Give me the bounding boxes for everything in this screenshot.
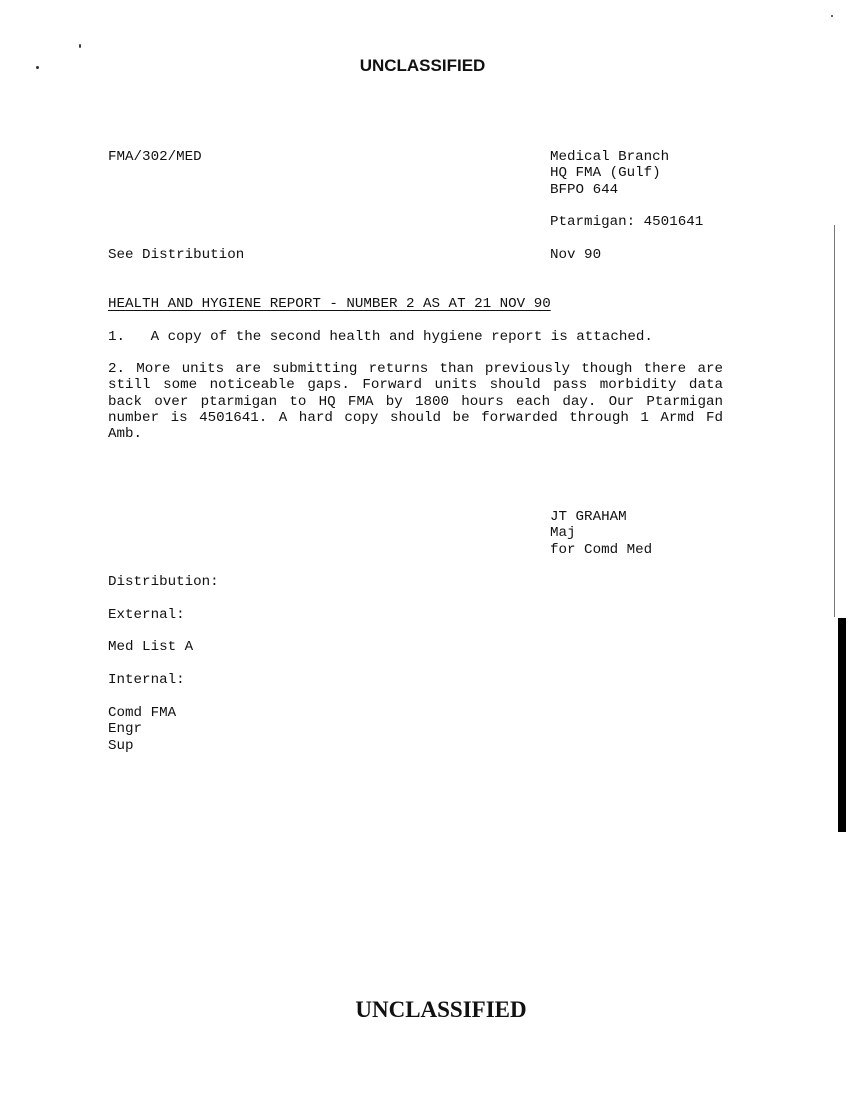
signature-rank: Maj (550, 525, 576, 542)
classification-bottom: UNCLASSIFIED (355, 997, 527, 1022)
external-list (108, 639, 193, 655)
external-heading: External: (108, 607, 185, 623)
distribution-item: Med List A (108, 639, 194, 655)
scan-edge-bar (838, 618, 846, 832)
signature-block (550, 509, 652, 558)
sender-phone: Ptarmigan: 4501641 (550, 214, 704, 230)
classification-top: UNCLASSIFIED (359, 56, 486, 75)
sender-address (550, 149, 669, 198)
sender-address-line: HQ FMA (Gulf) (550, 165, 661, 182)
paragraph-1: 1. A copy of the second health and hygiene report is attached. (108, 329, 653, 345)
internal-list (108, 705, 176, 754)
sender-address-line: BFPO 644 (550, 181, 619, 198)
signature-name: JT GRAHAM (550, 509, 627, 525)
addressee: See Distribution (108, 247, 245, 263)
scan-speck (79, 44, 81, 48)
scan-speck (831, 15, 833, 17)
sender-address-line: Medical Branch (550, 149, 670, 165)
reference-number: FMA/302/MED (108, 149, 202, 165)
internal-heading: Internal: (108, 672, 185, 688)
distribution-item: Sup (108, 737, 134, 754)
document-date: Nov 90 (550, 247, 602, 263)
subject-heading: HEALTH AND HYGIENE REPORT - NUMBER 2 AS AT 21 NOV 90 (108, 296, 551, 312)
distribution-item: Comd FMA (108, 705, 177, 721)
distribution-heading: Distribution: (108, 574, 219, 590)
paragraph-2: 2. More units are submitting returns than previously though there are still some noticeable gaps. Forward units should pass morbidity data back over ptarmigan to HQ FMA by 1800 hours each day. Our Ptarmigan number is 4501641. A hard copy should be forwarded through 1 Armd Fd Amb. (108, 361, 723, 443)
scan-edge-line (834, 225, 835, 617)
distribution-item: Engr (108, 721, 143, 738)
signature-role: for Comd Med (550, 541, 653, 558)
